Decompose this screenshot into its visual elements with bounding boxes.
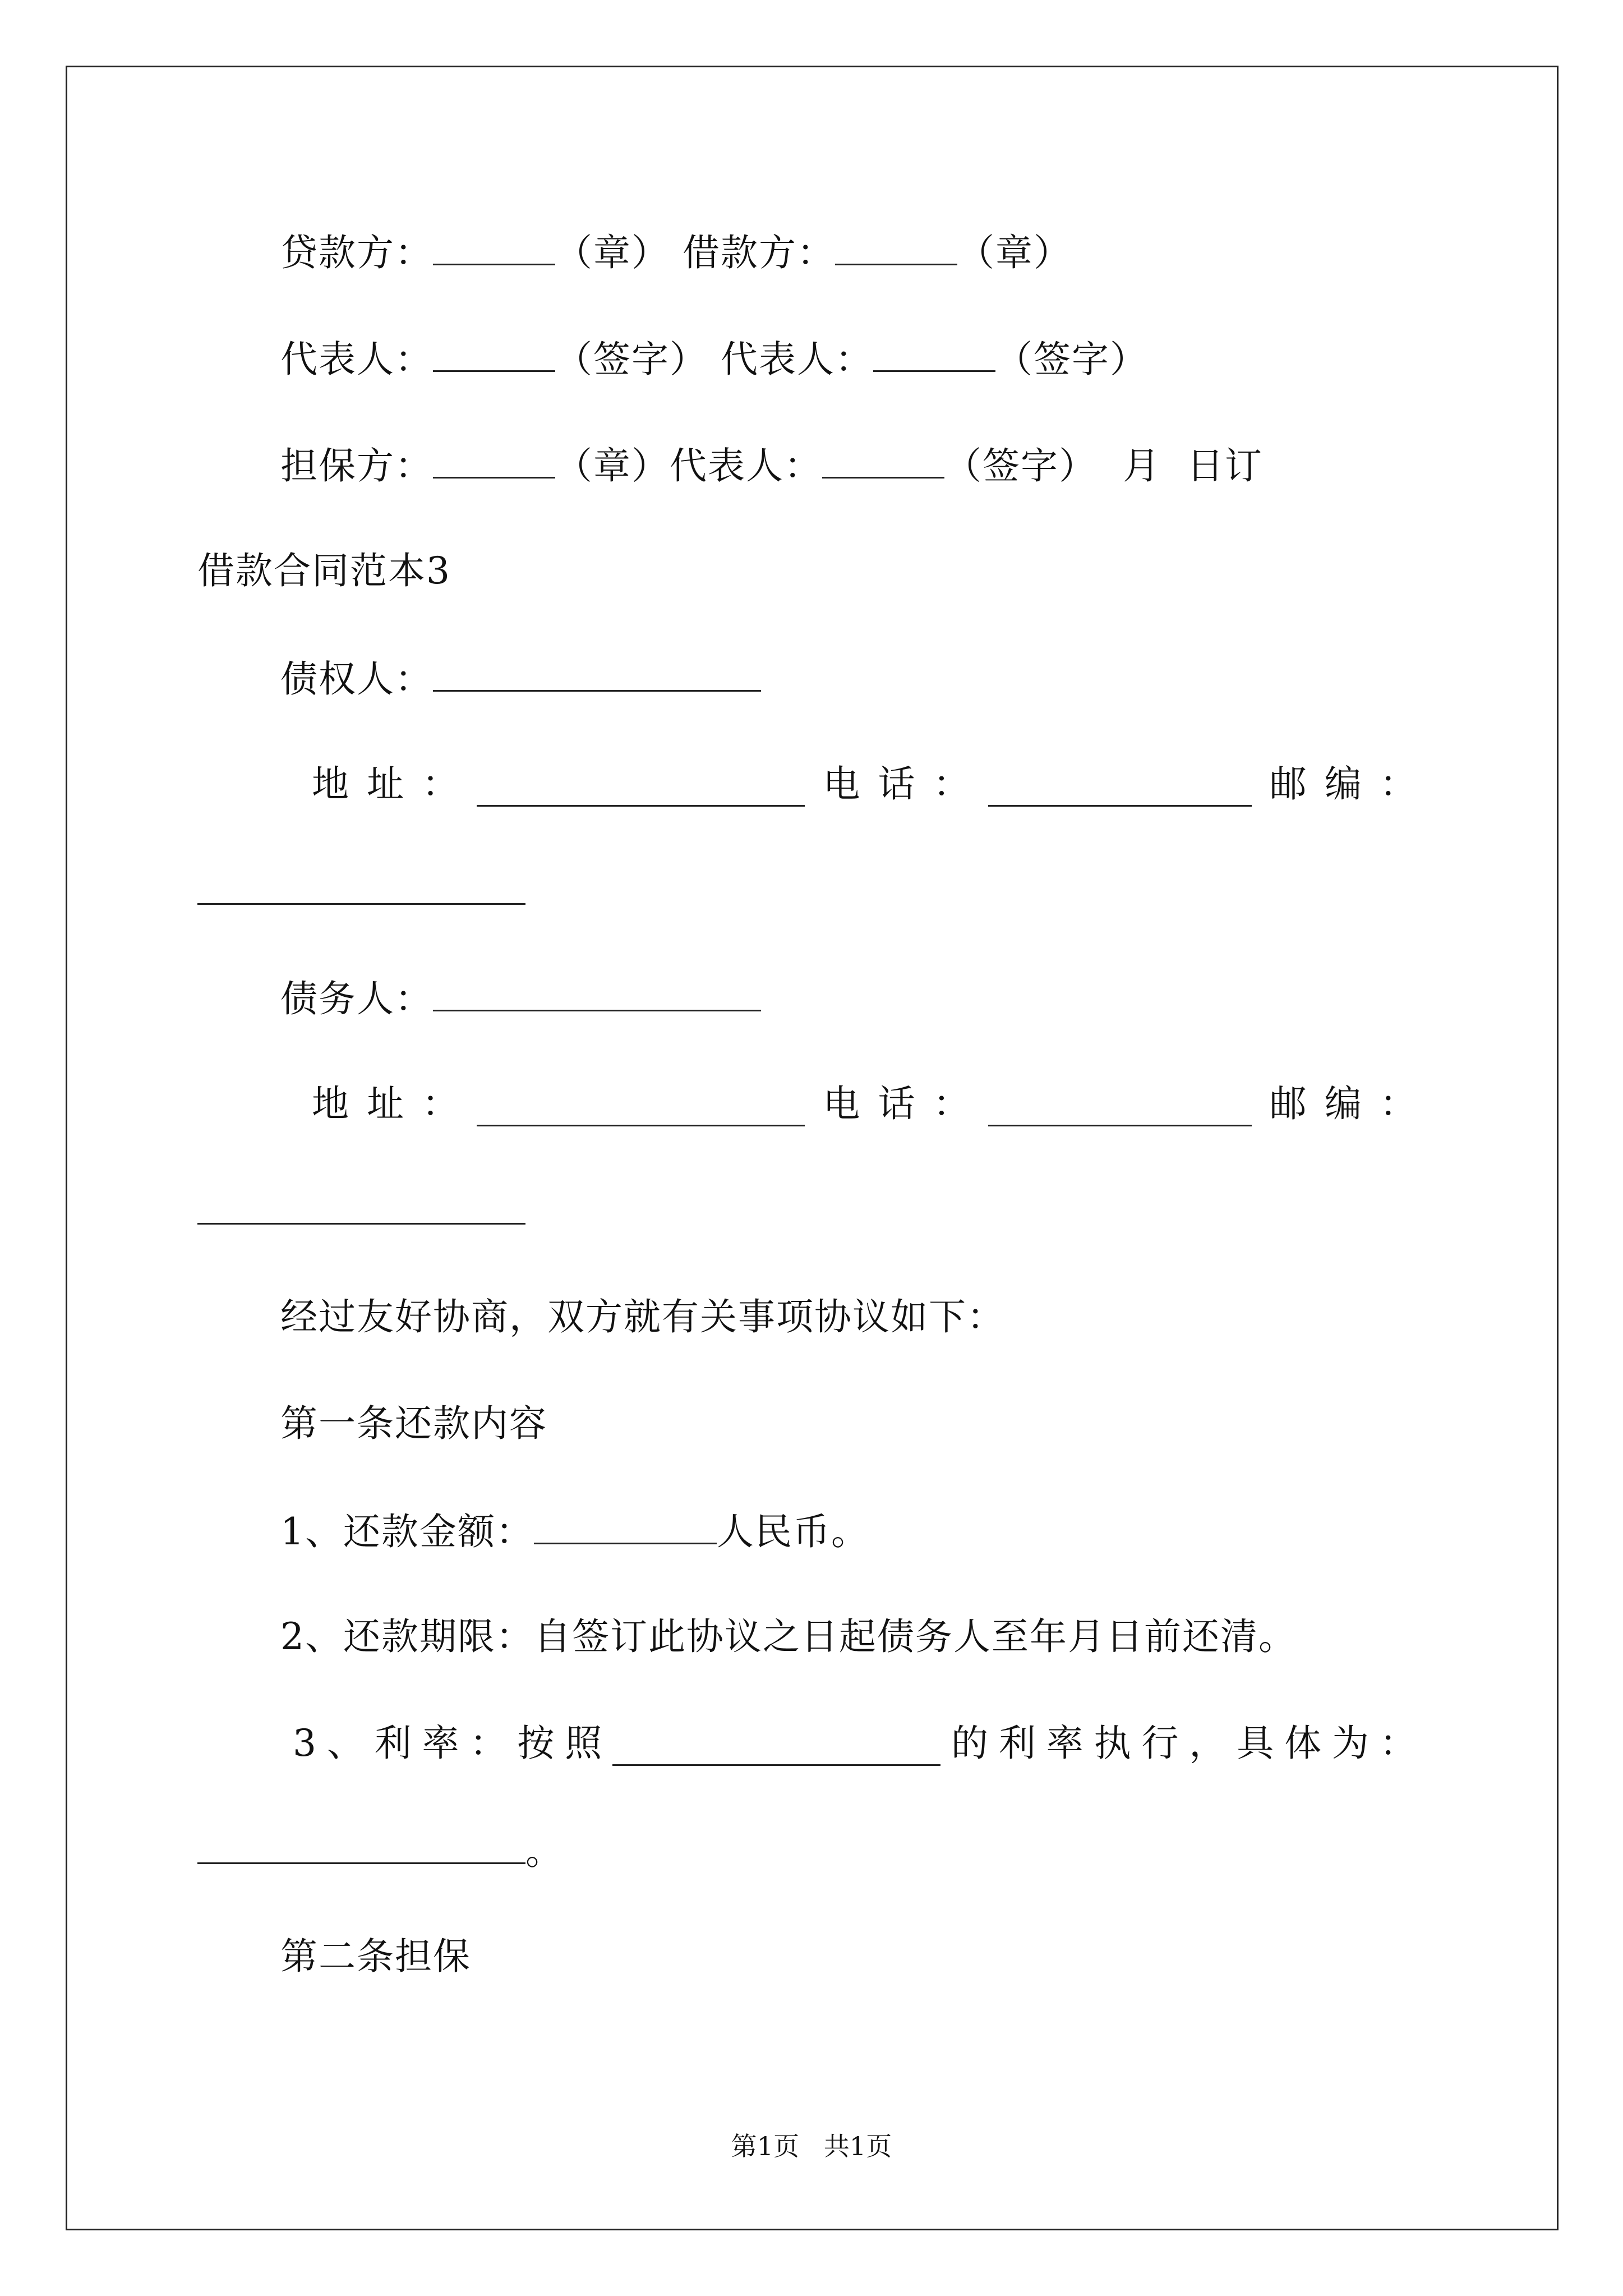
guarantor-blank[interactable] [433, 442, 555, 478]
address-char: 址 [367, 1082, 404, 1125]
guarantor-seal-rep-label: （章）代表人： [555, 444, 822, 487]
interest-basis-blank[interactable] [612, 1729, 940, 1766]
rate-char: 具 [1237, 1722, 1274, 1765]
address-char: 址 [367, 762, 404, 806]
rate-char: 率 [1046, 1722, 1083, 1765]
address-char: 地 [312, 762, 349, 806]
rate-char: 率 [422, 1722, 459, 1765]
contract-title: 借款合同范本3 [197, 549, 451, 592]
phone-char: 话 [878, 1082, 915, 1125]
address-char: 地 [312, 1082, 349, 1125]
postcode-char: 编 [1324, 1082, 1362, 1125]
borrower-rep-label: 代表人： [720, 338, 873, 381]
lender-rep-blank[interactable] [433, 335, 555, 372]
rate-char: 照 [565, 1722, 602, 1765]
rate-char: 、 [326, 1722, 364, 1765]
rate-char: 的 [951, 1722, 988, 1765]
phone-char: 电 [823, 762, 860, 806]
debtor-postcode-row [197, 1188, 525, 1235]
postcode-char: ： [1379, 762, 1417, 806]
debtor-address-line [312, 1082, 1417, 1126]
rate-char: ， [1189, 1722, 1227, 1765]
address-char: ： [422, 1082, 459, 1125]
rate-char: 行 [1141, 1722, 1179, 1765]
representative-line [280, 335, 1148, 382]
lender-line [280, 229, 1072, 275]
lender-rep-label: 代表人： [280, 338, 433, 381]
repayment-amount-line [280, 1508, 869, 1554]
repayment-term-line: 2、还款期限：自签订此协议之日起债务人至年月日前还清。 [280, 1615, 1297, 1658]
day-label: 日订 [1186, 444, 1263, 487]
period-mark: 。 [525, 1830, 564, 1873]
month-label: 月 [1122, 444, 1161, 487]
borrower-label: 借款方： [682, 231, 835, 274]
rate-char: 3 [293, 1722, 316, 1765]
borrower-rep-sign-label: （签字） [995, 338, 1148, 381]
phone-char: ： [933, 762, 970, 806]
borrower-seal-label: （章） [957, 231, 1072, 274]
phone-char: 话 [878, 762, 915, 806]
debtor-line [280, 975, 761, 1022]
rate-char: ： [469, 1722, 507, 1765]
debtor-blank[interactable] [433, 975, 761, 1011]
rate-char: 利 [374, 1722, 412, 1765]
rate-char: 体 [1284, 1722, 1322, 1765]
address-char: ： [422, 762, 459, 806]
creditor-postcode-row [197, 868, 525, 915]
repayment-amount-blank[interactable] [534, 1508, 717, 1544]
postcode-char: ： [1379, 1082, 1417, 1125]
postcode-char: 邮 [1269, 762, 1307, 806]
lender-rep-sign-label: （签字） [555, 338, 708, 381]
debtor-phone-blank[interactable] [988, 1090, 1252, 1126]
intro-paragraph: 经过友好协商，双方就有关事项协议如下： [280, 1295, 1005, 1338]
guarantor-rep-blank[interactable] [822, 442, 944, 478]
creditor-address-line [312, 762, 1417, 807]
guarantor-line [280, 442, 1263, 489]
currency-label: 人民币。 [717, 1510, 869, 1553]
borrower-rep-blank[interactable] [873, 335, 995, 372]
creditor-postcode-blank[interactable] [197, 868, 525, 905]
debtor-address-blank[interactable] [477, 1090, 805, 1126]
interest-rate-line [293, 1721, 1417, 1766]
postcode-char: 邮 [1269, 1082, 1307, 1125]
creditor-label: 债权人： [280, 657, 433, 701]
lender-blank[interactable] [433, 229, 555, 265]
borrower-blank[interactable] [835, 229, 957, 265]
lender-label: 贷款方： [280, 231, 433, 274]
debtor-label: 债务人： [280, 977, 433, 1020]
phone-char: ： [933, 1082, 970, 1125]
rate-char: 按 [517, 1722, 555, 1765]
page-border [66, 66, 1559, 2230]
lender-seal-label: （章） [555, 231, 670, 274]
postcode-char: 编 [1324, 762, 1362, 806]
creditor-address-blank[interactable] [477, 770, 805, 807]
repayment-amount-label: 1、还款金额： [280, 1510, 534, 1553]
phone-char: 电 [823, 1082, 860, 1125]
rate-char: 为 [1332, 1722, 1369, 1765]
creditor-phone-blank[interactable] [988, 770, 1252, 807]
interest-detail-blank[interactable] [197, 1828, 525, 1864]
rate-char: ： [1379, 1722, 1417, 1765]
article-2-heading: 第二条担保 [280, 1935, 471, 1978]
interest-detail-row [197, 1828, 564, 1874]
debtor-postcode-blank[interactable] [197, 1188, 525, 1225]
guarantor-label: 担保方： [280, 444, 433, 487]
page-number-footer: 第1页 共1页 [731, 2131, 892, 2161]
guarantor-sign-label: （签字） [944, 444, 1097, 487]
rate-char: 执 [1094, 1722, 1131, 1765]
article-1-heading: 第一条还款内容 [280, 1402, 547, 1445]
creditor-blank[interactable] [433, 655, 761, 692]
rate-char: 利 [998, 1722, 1036, 1765]
creditor-line [280, 655, 761, 702]
